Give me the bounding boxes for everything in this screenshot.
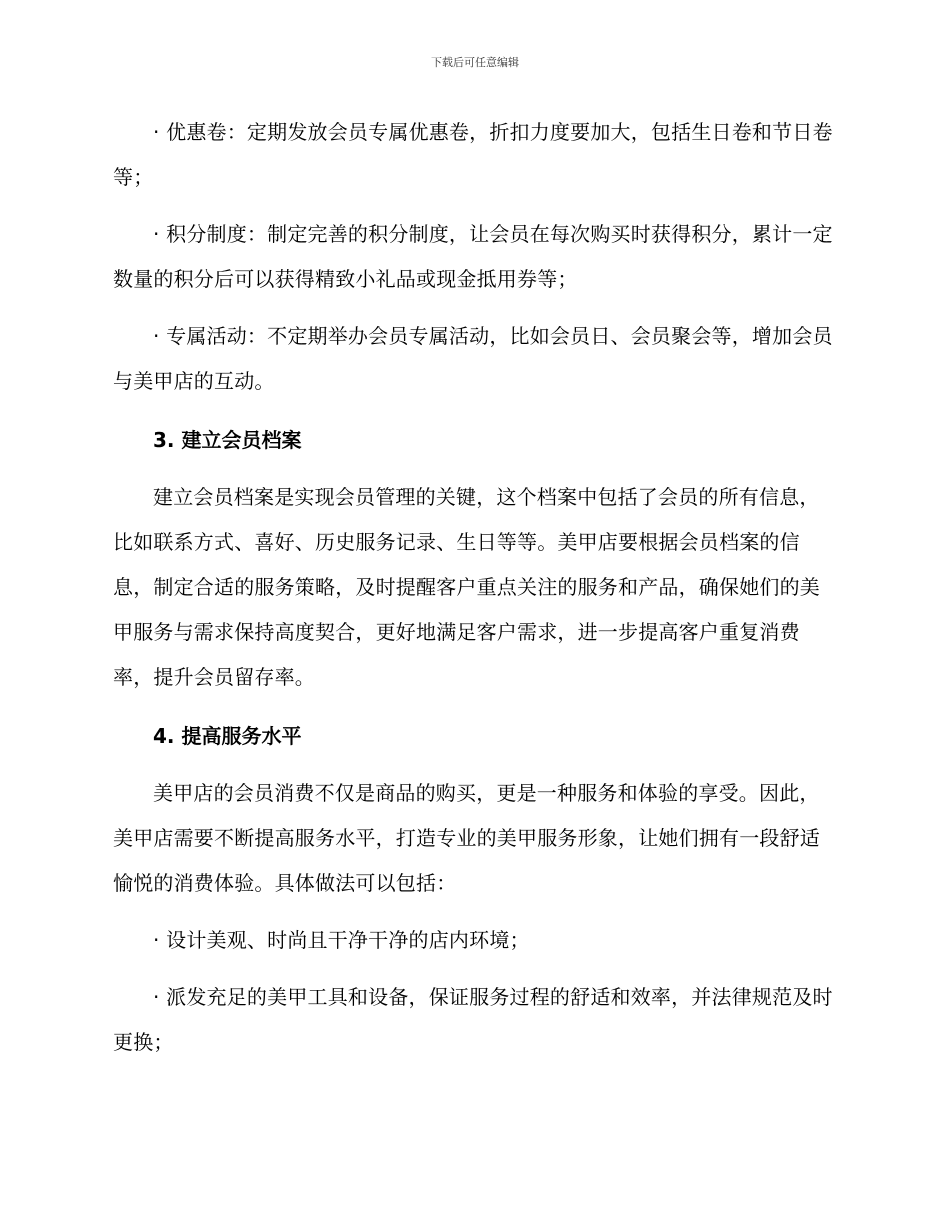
page-header: 下载后可任意编辑 bbox=[431, 56, 519, 69]
bullet-paragraph-activities: · 专属活动：不定期举办会员专属活动，比如会员日、会员聚会等，增加会员与美甲店的互动。 bbox=[113, 324, 833, 393]
bullet-paragraph-tools: · 派发充足的美甲工具和设备，保证服务过程的舒适和效率，并法律规范及时更换； bbox=[113, 985, 833, 1054]
document-body bbox=[113, 110, 837, 1065]
body-paragraph-member-files: 建立会员档案是实现会员管理的关键，这个档案中包括了会员的所有信息，比如联系方式、喜好、历史服务记录、生日等等。美甲店要根据会员档案的信息，制定合适的服务策略，及时提醒客户重点关注的服务和产品，确保她们的美甲服务与需求保持高度契合，更好地满足客户需求，进一步提高客户重复消费率，提升会员留存率。 bbox=[113, 485, 820, 689]
bullet-paragraph-coupons: · 优惠卷：定期发放会员专属优惠卷，折扣力度要加大，包括生日卷和节日卷等； bbox=[113, 120, 833, 189]
section-heading-service-level: 4. 提高服务水平 bbox=[153, 724, 302, 748]
bullet-paragraph-environment: · 设计美观、时尚且干净干净的店内环境； bbox=[153, 928, 530, 952]
section-heading-member-files: 3. 建立会员档案 bbox=[153, 428, 302, 452]
body-paragraph-service-level: 美甲店的会员消费不仅是商品的购买，更是一种服务和体验的享受。因此，美甲店需要不断提高服务水平，打造专业的美甲服务形象，让她们拥有一段舒适愉悦的消费体验。具体做法可以包括： bbox=[113, 781, 820, 895]
bullet-paragraph-points: · 积分制度：制定完善的积分制度，让会员在每次购买时获得积分，累计一定数量的积分后可以获得精致小礼品或现金抵用券等； bbox=[113, 222, 833, 291]
